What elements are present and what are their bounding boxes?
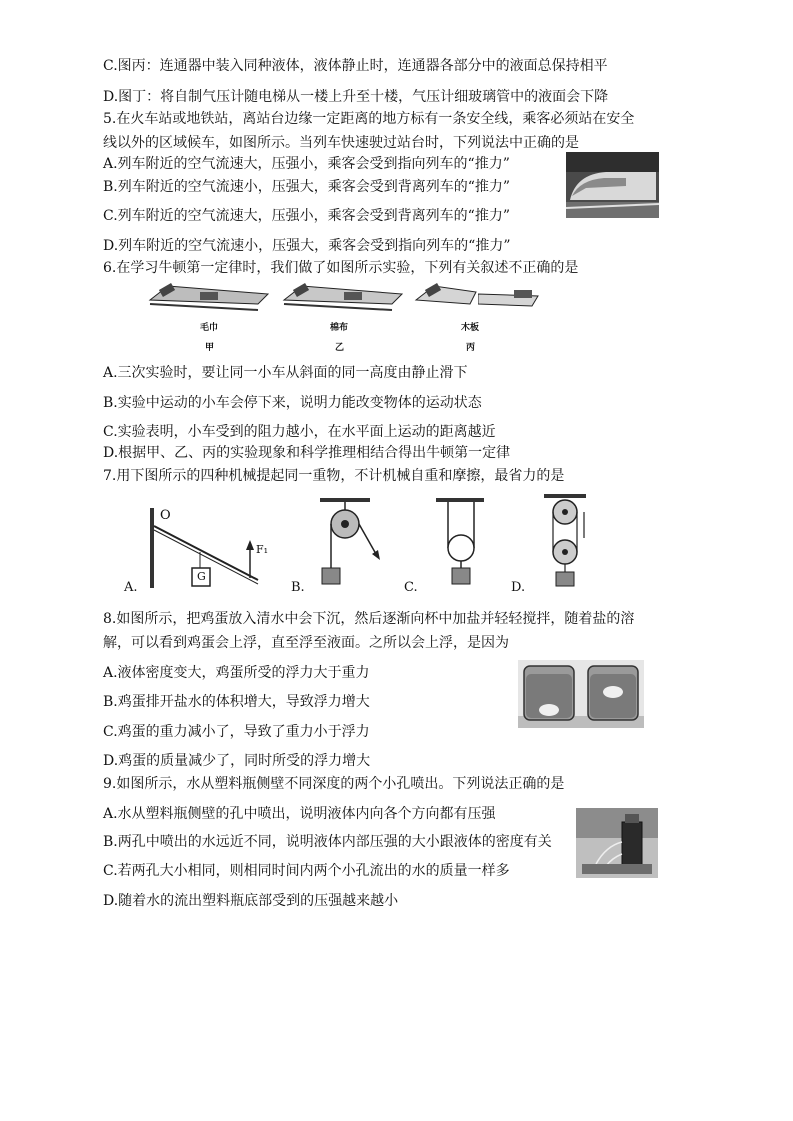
- lever-force-f1: F₁: [256, 543, 269, 556]
- q7-fixed-pulley-figure: [310, 496, 390, 588]
- surface-label-cotton: 棉布: [330, 323, 349, 333]
- q7-stem: 7.用下图所示的四种机械提起同一重物，不计机械自重和摩擦，最省力的是: [103, 468, 565, 484]
- q7-movable-pulley-figure: [430, 496, 490, 588]
- ramp-cotton: [284, 283, 402, 310]
- ramp-towel: [150, 283, 268, 310]
- q6-option-d: D.根据甲、乙、丙的实验现象和科学推理相结合得出牛顿第一定律: [103, 445, 511, 461]
- water-bottle-photo: [576, 808, 658, 878]
- train-photo: [566, 152, 659, 218]
- surface-label-towel: 毛巾: [200, 323, 219, 333]
- q8-option-c: C.鸡蛋的重力减小了，导致了重力小于浮力: [103, 724, 370, 740]
- lever-weight-g: G: [197, 570, 206, 583]
- beaker-fresh-water: [524, 666, 574, 720]
- ramp-board: [416, 283, 478, 304]
- q7-option-a-label: A.: [124, 580, 138, 595]
- q5-stem-2: 线以外的区域候车，如图所示。当列车快速驶过站台时，下列说法中正确的是: [103, 135, 579, 151]
- q9-stem: 9.如图所示，水从塑料瓶侧壁不同深度的两个小孔喷出。下列说法正确的是: [103, 776, 565, 792]
- q8-option-b: B.鸡蛋排开盐水的体积增大，导致浮力增大: [103, 694, 370, 710]
- q6-option-c: C.实验表明，小车受到的阻力越小，在水平面上运动的距离越近: [103, 424, 496, 440]
- q5-option-c: C.列车附近的空气流速大，压强小，乘客会受到背离列车的“推力”: [103, 208, 510, 224]
- q7-option-b-label: B.: [291, 580, 305, 595]
- lever-point-o: O: [160, 508, 171, 523]
- q8-stem-1: 8.如图所示，把鸡蛋放入清水中会下沉，然后逐渐向杯中加盐并轻轻搅拌，随着盐的溶: [103, 611, 635, 627]
- egg-beakers-photo: [518, 660, 644, 728]
- q7-option-c-label: C.: [404, 580, 418, 595]
- q9-option-c: C.若两孔大小相同，则相同时间内两个小孔流出的水的质量一样多: [103, 863, 510, 879]
- q6-option-b: B.实验中运动的小车会停下来，说明力能改变物体的运动状态: [103, 395, 482, 411]
- q6-board-extension: [478, 284, 548, 310]
- q6-option-a: A.三次实验时，要让同一小车从斜面的同一高度由静止滑下: [103, 365, 468, 381]
- q6-ramp-figure: [148, 280, 478, 320]
- q5-option-d: D.列车附近的空气流速小，压强大，乘客会受到指向列车的“推力”: [103, 238, 511, 254]
- q9-option-a: A.水从塑料瓶侧壁的孔中喷出，说明液体内向各个方向都有压强: [103, 806, 496, 822]
- q8-stem-2: 解，可以看到鸡蛋会上浮，直至浮至液面。之所以会上浮，是因为: [103, 635, 509, 651]
- experiment-label-bing: 丙: [466, 343, 476, 353]
- experiment-label-yi: 乙: [335, 343, 345, 353]
- q8-option-a: A.液体密度变大，鸡蛋所受的浮力大于重力: [103, 665, 370, 681]
- q5-stem-1: 5.在火车站或地铁站，离站台边缘一定距离的地方标有一条安全线，乘客必须站在安全: [103, 111, 635, 127]
- beaker-salt-water: [588, 666, 638, 720]
- experiment-label-jia: 甲: [205, 343, 215, 353]
- q8-option-d: D.鸡蛋的质量减少了，同时所受的浮力增大: [103, 753, 371, 769]
- q9-option-d: D.随着水的流出塑料瓶底部受到的压强越来越小: [103, 893, 399, 909]
- q7-option-d-label: D.: [511, 580, 526, 595]
- q5-option-b: B.列车附近的空气流速小，压强大，乘客会受到背离列车的“推力”: [103, 179, 511, 195]
- q9-option-b: B.两孔中喷出的水远近不同，说明液体内部压强的大小跟液体的密度有关: [103, 834, 552, 850]
- q6-stem: 6.在学习牛顿第一定律时，我们做了如图所示实验，下列有关叙述不正确的是: [103, 260, 579, 276]
- q7-pulley-block-figure: [540, 492, 590, 590]
- surface-label-board: 木板: [461, 323, 480, 333]
- q4-option-d: D.图丁：将自制气压计随电梯从一楼上升至十楼，气压计细玻璃管中的液面会下降: [103, 89, 609, 105]
- q5-option-a: A.列车附近的空气流速大，压强小，乘客会受到指向列车的“推力”: [103, 156, 510, 172]
- q4-option-c: C.图丙：连通器中装入同种液体，液体静止时，连通器各部分中的液面总保持相平: [103, 58, 608, 74]
